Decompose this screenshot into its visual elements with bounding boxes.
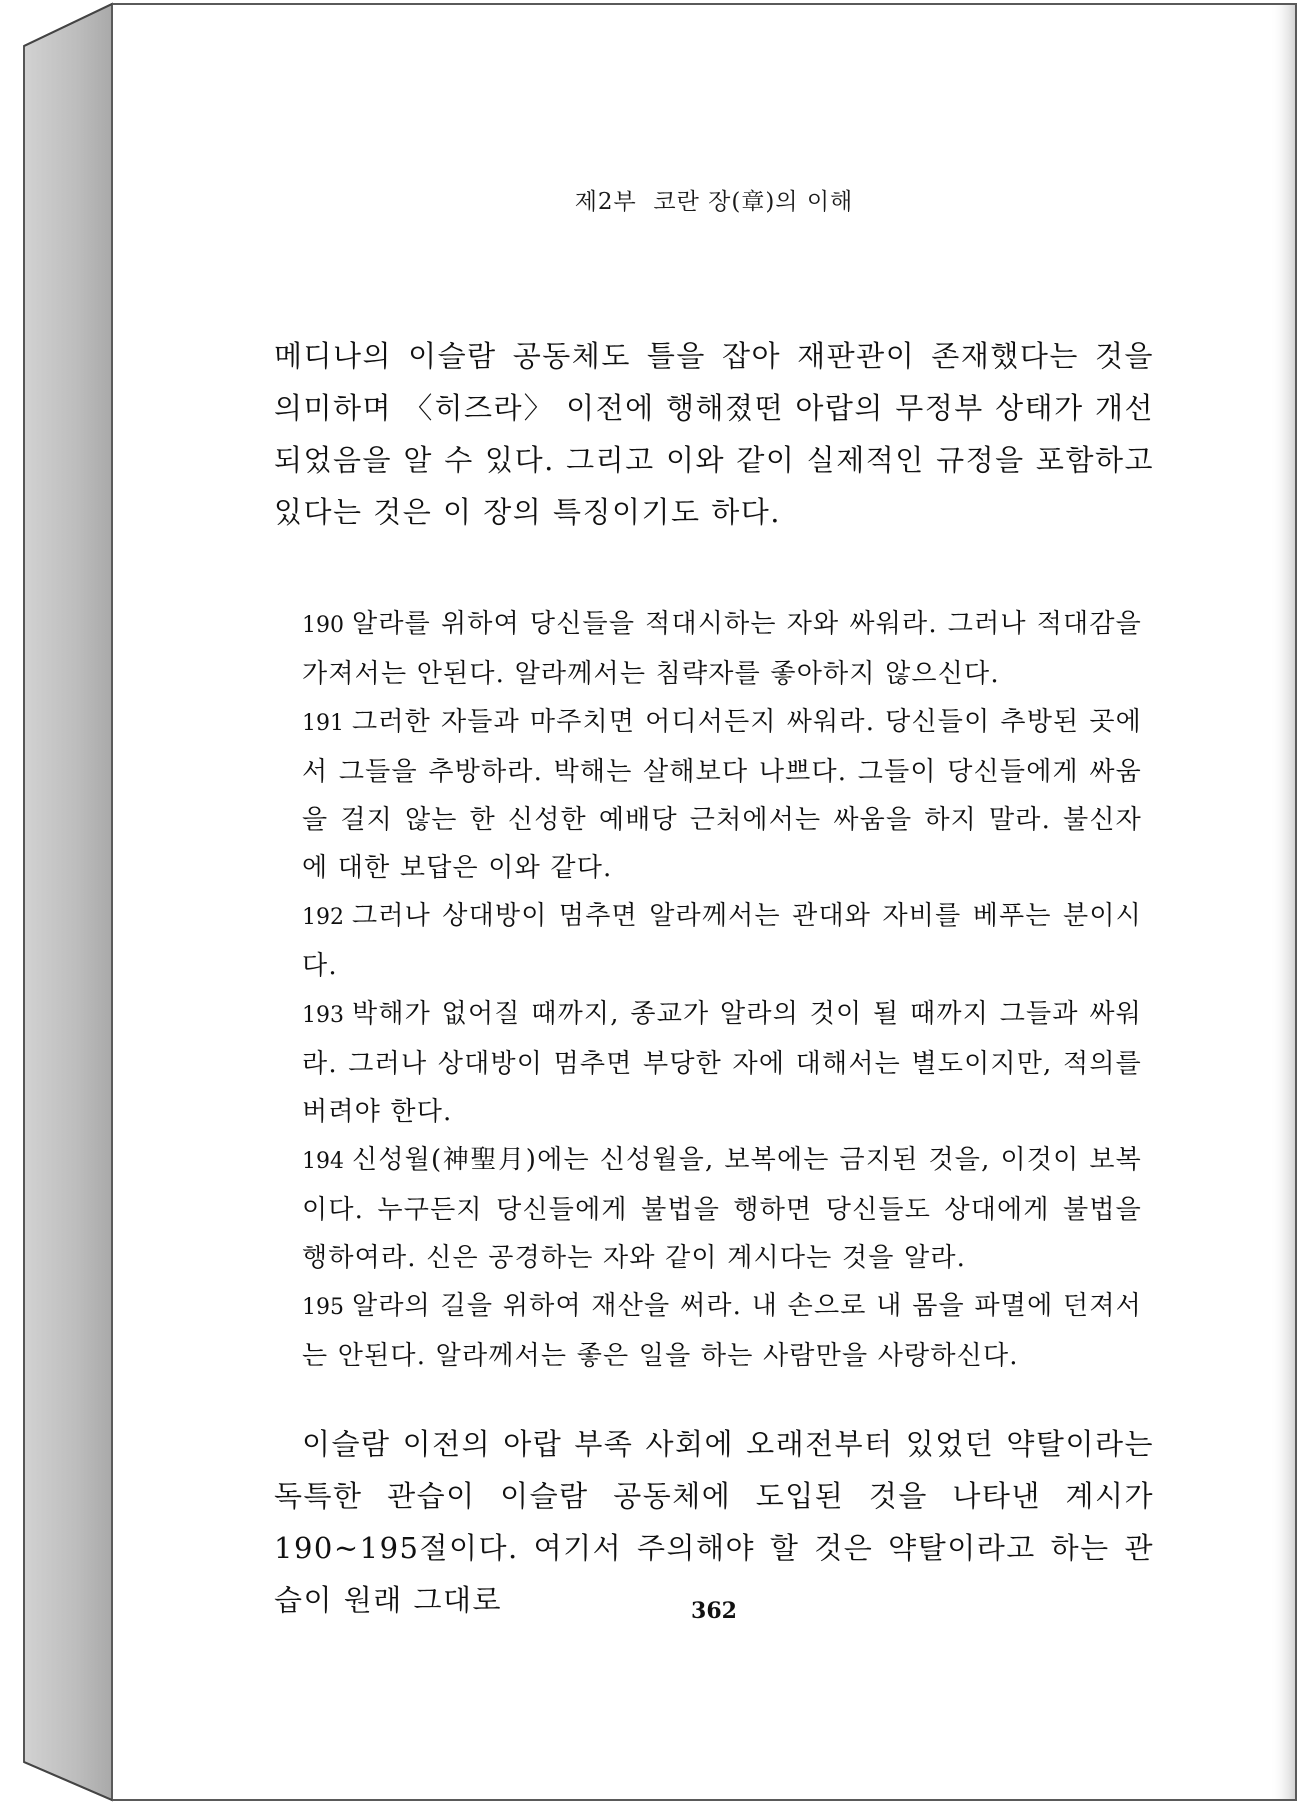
verse-number: 194 [302, 1149, 344, 1174]
page-number: 362 [691, 1598, 737, 1624]
verse-item [302, 892, 1142, 990]
verse-text: 신성월(神聖月)에는 신성월을, 보복에는 금지된 것을, 이것이 보복이다. 누구든지 당신들에게 불법을 행하면 당신들도 상대에게 불법을 행하여라. 신은 공경하는 자와 같이 계시다는 것을 알라. [302, 1145, 1142, 1273]
verse-number: 191 [302, 711, 344, 736]
verse-number: 190 [302, 613, 344, 638]
verse-text: 알라의 길을 위하여 재산을 써라. 내 손으로 내 몸을 파멸에 던져서는 안된다. 알라께서는 좋은 일을 하는 사람만을 사랑하신다. [302, 1291, 1142, 1371]
closing-paragraph: 이슬람 이전의 아랍 부족 사회에 오래전부터 있었던 약탈이라는 독특한 관습이 이슬람 공동체에 도입된 것을 나타낸 계시가 190~195절이다. 여기서 주의해야 할 것은 약탈이라고 하는 관습이 원래 그대로 [274, 1427, 1154, 1617]
verse-text: 그러한 자들과 마주치면 어디서든지 싸워라. 당신들이 추방된 곳에서 그들을 추방하라. 박해는 살해보다 나쁘다. 그들이 당신들에게 싸움을 걸지 않는 한 신성한 예배당 근처에서는 싸움을 하지 말라. 불신자에 대한 보답은 이와 같다. [302, 707, 1142, 883]
running-header: 제2부 코란 장(章)의 이해 [574, 189, 854, 215]
verse-item [302, 1282, 1142, 1380]
verse-item [302, 698, 1142, 892]
verse-item [302, 1136, 1142, 1282]
verse-number: 192 [302, 905, 344, 930]
verse-text: 알라를 위하여 당신들을 적대시하는 자와 싸워라. 그러나 적대감을 가져서는 안된다. 알라께서는 침략자를 좋아하지 않으신다. [302, 609, 1142, 689]
page-content [274, 0, 1154, 1806]
verse-number: 195 [302, 1295, 344, 1320]
intro-paragraph: 메디나의 이슬람 공동체도 틀을 잡아 재판관이 존재했다는 것을 의미하며 〈히즈라〉 이전에 행해졌떤 아랍의 무정부 상태가 개선되었음을 알 수 있다. 그리고 이와 같이 실제적인 규정을 포함하고 있다는 것은 이 장의 특징이기도 하다. [274, 339, 1154, 529]
verse-item [302, 990, 1142, 1136]
page-edge-shade [1270, 5, 1295, 1799]
verse-text: 박해가 없어질 때까지, 종교가 알라의 것이 될 때까지 그들과 싸워라. 그러나 상대방이 멈추면 부당한 자에 대해서는 별도이지만, 적의를 버려야 한다. [302, 999, 1142, 1127]
book-spine [24, 4, 112, 1800]
verse-number: 193 [302, 1003, 344, 1028]
verse-text: 그러나 상대방이 멈추면 알라께서는 관대와 자비를 베푸는 분이시다. [302, 901, 1142, 981]
verse-item [302, 600, 1142, 698]
verse-list [302, 600, 1142, 1380]
